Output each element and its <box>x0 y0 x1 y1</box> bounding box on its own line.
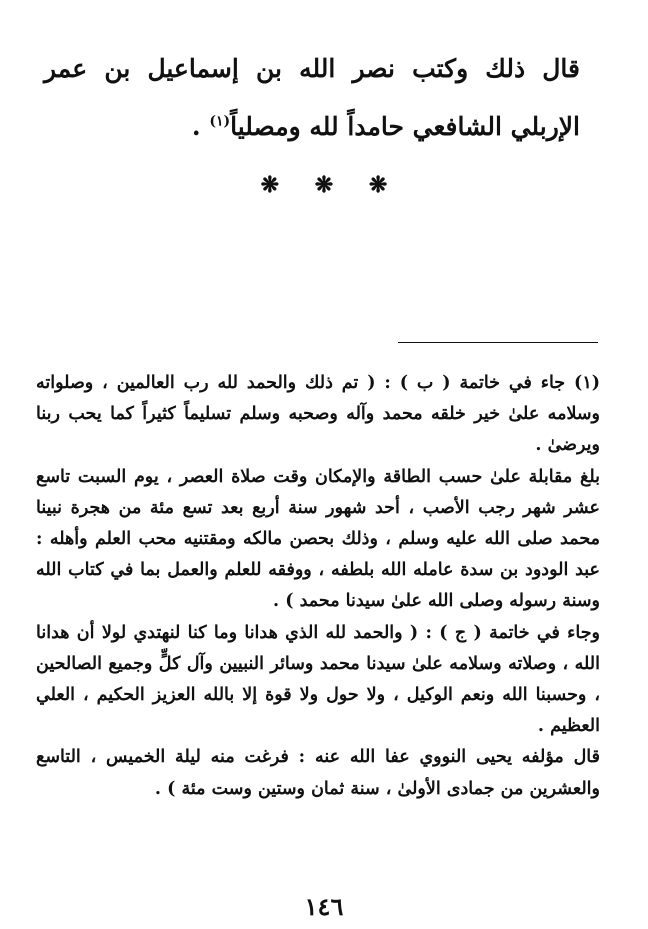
footnote-paragraph: وجاء في خاتمة ( ج ) : ( والحمد لله الذي هدانا وما كنا لنهتدي لولا أن هدانا الله ، وصلاته وسلامه علىٰ سيدنا محمد وسائر النبيين وآل كلٍّ وجميع الصالحين ، وحسبنا الله ونعم الوكيل ، ولا حول ولا قوة إلا بالله العزيز الحكيم ، العلي العظيم . <box>36 622 600 737</box>
footnote-reference: (١) <box>209 113 231 130</box>
main-paragraph <box>44 40 580 156</box>
footnote-paragraph: قال مؤلفه يحيى النووي عفا الله عنه : فرغت منه ليلة الخميس ، التاسع والعشرين من جمادى الأولىٰ ، سنة ثمان وستين وست مئة ) . <box>36 747 600 799</box>
footnote-paragraph: بلغ مقابلة علىٰ حسب الطاقة والإمكان وقت صلاة العصر ، يوم السبت تاسع عشر شهر رجب الأصب ، أحد شهور سنة أربع بعد تسع مئة من هجرة نبينا محمد صلى الله عليه وسلم ، وذلك بحصن مالكه ومقتنيه محب العلم وأهله : عبد الودود بن سدة عامله الله بلطفه ، ووفقه للعلم والعمل بما في كتاب الله وسنة رسوله وصلى الله علىٰ سيدنا محمد ) . <box>36 466 600 612</box>
footnote-divider <box>398 342 598 343</box>
separator-star-icon: ❋ <box>260 172 280 198</box>
page-number: ١٤٦ <box>304 892 344 921</box>
main-paragraph-text: قال ذلك وكتب نصر الله بن إسماعيل بن عمر الإربلي الشافعي حامداً لله ومصلياً <box>44 54 580 141</box>
main-paragraph-end: . <box>191 112 210 141</box>
separator-star-icon: ❋ <box>368 172 388 198</box>
footnote-paragraph: (١) جاء في خاتمة ( ب ) : ( تم ذلك والحمد لله رب العالمين ، وصلواته وسلامه علىٰ خير خلقه محمد وآله وصحبه وسلم تسليماً كثيراً كما يحب ربنا ويرضىٰ . <box>36 373 600 456</box>
footnotes <box>36 368 600 805</box>
separator-star-icon: ❋ <box>314 172 334 198</box>
section-separator <box>0 172 648 198</box>
